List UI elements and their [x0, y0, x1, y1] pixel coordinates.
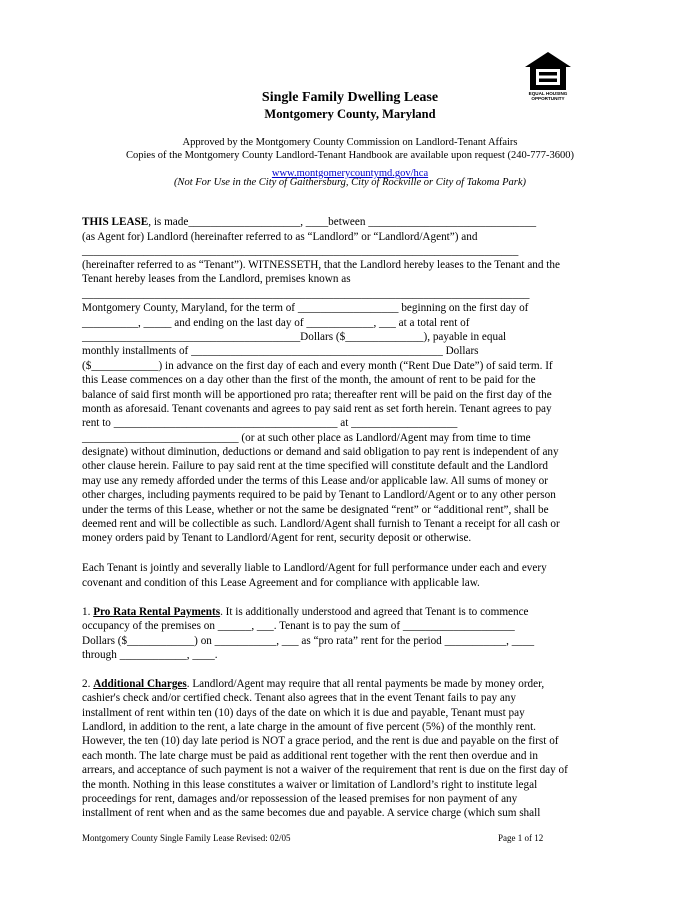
- tenant-name-blank: ______________________________________________________________________________: [82, 245, 519, 257]
- body-line: balance of said first month will be apportioned pro rata; thereafter rent will be paid on the first day of the: [82, 389, 552, 401]
- page-subtitle: Montgomery County, Maryland: [264, 107, 436, 121]
- body-line: Dollars ($____________) on ___________, ___ as “pro rata” rent for the period ___________, ____: [82, 635, 535, 647]
- body-line: Montgomery County, Maryland, for the term of __________________ beginning on the first day of: [82, 302, 529, 314]
- body-line: monthly installments of _____________________________________________ Dollars: [82, 345, 479, 357]
- equal-housing-opportunity-icon: [525, 52, 571, 90]
- body-line: money orders paid by Tenant to Landlord/Agent for rent, security deposit or otherwise.: [82, 532, 472, 544]
- page-title: Single Family Dwelling Lease: [261, 90, 439, 105]
- this-lease-label: THIS LEASE: [82, 216, 149, 228]
- body-line: proceedings for rent, damages and/or repossession of the leased premises for non payment of any: [82, 793, 518, 805]
- body-line: arrears, and acceptance of such payment is not a waiver of the requirement that rent is due on the first day of: [82, 764, 568, 776]
- section-2-rest: . Landlord/Agent may require that all rental payments be made by money order,: [186, 678, 545, 690]
- logo-line-1: EQUAL HOUSING: [528, 91, 568, 96]
- body-line: the month. Nothing in this lease constitutes a waiver or limitation of Landlord’s right to institute legal: [82, 779, 538, 791]
- section-2-number: 2.: [82, 678, 94, 690]
- body-line: Each Tenant is jointly and severally liable to Landlord/Agent for full performance under each and every: [82, 562, 547, 574]
- premises-blank: ________________________________________________________________________________: [82, 288, 530, 300]
- body-line: under the terms of this Lease, whether or not the same be designated “rent” or “additional rent”, shall be: [82, 504, 549, 516]
- section-2-heading: Additional Charges: [93, 678, 187, 690]
- body-line: (hereinafter referred to as “Tenant”). WITNESSETH, that the Landlord hereby leases to the Tenant and the: [82, 259, 560, 271]
- lease-intro-line: [82, 215, 536, 229]
- body-line: ($____________) in advance on the first day of each and every month (“Rent Due Date”) of said term. If: [82, 360, 553, 372]
- footer-revision: Montgomery County Single Family Lease Revised: 02/05: [82, 833, 291, 843]
- body-line: _______________________________________Dollars ($______________), payable in equal: [82, 331, 507, 343]
- body-line: other clause herein. Failure to pay said rent at the time specified will constitute default and the Landlord: [82, 460, 548, 472]
- approval-note: Approved by the Montgomery County Commission on Landlord-Tenant Affairs: [182, 137, 518, 148]
- body-line: __________, _____ and ending on the last day of ____________, ___ at a total rent of: [82, 317, 470, 329]
- body-line: installment of rent within ten (10) days of the date on which it is due and payable, Tenant must pay: [82, 707, 525, 719]
- usage-restriction-note: (Not For Use in the City of Gaithersburg, City of Rockville or City of Takoma Park): [173, 177, 527, 188]
- section-1-number: 1.: [82, 606, 94, 618]
- body-line: may use any remedy afforded under the terms of this Lease and/or applicable law. All sums of money or: [82, 475, 549, 487]
- body-line: ____________________________ (or at such other place as Landlord/Agent may from time to time: [82, 432, 531, 444]
- body-line: each month. The late charge must be paid as additional rent together with the rent then overdue and in: [82, 750, 538, 762]
- body-line: Landlord, in addition to the rent, a late charge in the amount of five percent (5%) of the monthly rent.: [82, 721, 536, 733]
- section-1-rest: . It is additionally understood and agreed that Tenant is to commence: [220, 606, 529, 618]
- body-line: designate) without diminution, deductions or demand and said obligation to pay rent is independent of any: [82, 446, 559, 458]
- body-line: this Lease commences on a day other than the first of the month, the amount of rent to be paid for the: [82, 374, 536, 386]
- body-line: other charges, including payments required to be paid by Tenant to Landlord/Agent or to any other person: [82, 489, 556, 501]
- lease-intro-rest: , is made____________________, ____between ______________________________: [148, 216, 537, 228]
- body-line: However, the ten (10) day late period is NOT a grace period, and the rent is due and payable on the first of: [82, 735, 559, 747]
- body-line: deemed rent and will be collectible as such. Landlord/Agent shall furnish to Tenant a receipt for all cash or: [82, 518, 560, 530]
- logo-line-2: OPPORTUNITY: [531, 96, 565, 101]
- footer-page-number: Page 1 of 12: [498, 833, 544, 843]
- body-line: through ____________, ____.: [82, 649, 218, 661]
- body-line: (as Agent for) Landlord (hereinafter referred to as “Landlord” or “Landlord/Agent”) and: [82, 231, 478, 243]
- handbook-note: Copies of the Montgomery County Landlord-Tenant Handbook are available upon request (240-777-3600): [125, 150, 575, 161]
- section-2-heading-line: [82, 677, 544, 691]
- body-line: Tenant hereby leases from the Landlord, premises known as: [82, 273, 351, 285]
- body-line: rent to ________________________________________ at ___________________: [82, 417, 458, 429]
- section-1-heading-line: [82, 605, 529, 619]
- body-line: occupancy of the premises on ______, ___. Tenant is to pay the sum of ____________________: [82, 620, 515, 632]
- body-line: month as aforesaid. Tenant covenants and agrees to pay said rent as set forth herein. Tenant agrees to pay: [82, 403, 552, 415]
- county-website-link[interactable]: www.montgomerycountymd.gov/hca: [271, 168, 429, 179]
- body-line: installment of rent when and as the same becomes due and payable. A service charge (which sum shall: [82, 807, 541, 819]
- section-1-heading: Pro Rata Rental Payments: [93, 606, 221, 618]
- body-line: cashier's check and/or certified check. Tenant also agrees that in the event Tenant fails to pay any: [82, 692, 516, 704]
- body-line: covenant and condition of this Lease Agreement and for compliance with applicable law.: [82, 577, 480, 589]
